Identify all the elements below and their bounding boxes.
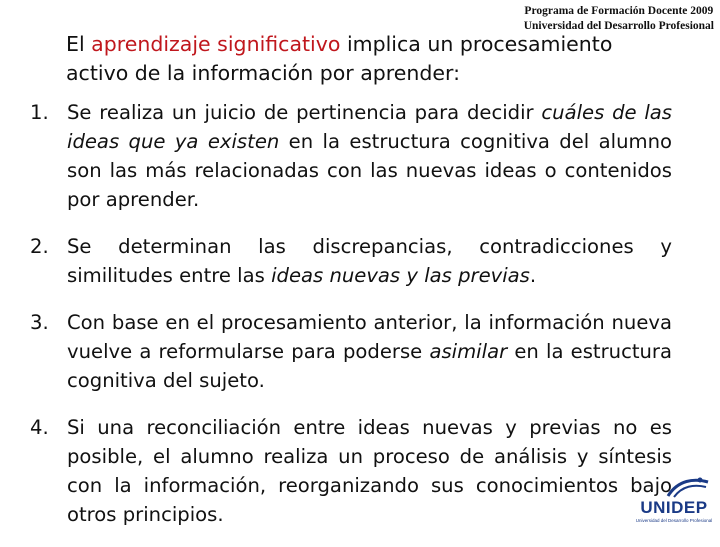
logo-wordmark: UNIDEP: [640, 498, 708, 517]
item-text-end: .: [529, 264, 537, 287]
item-text-end: en la estructura cognitiva del alumno son las más relacionadas con las nuevas ideas o contenidos por aprender.: [67, 130, 672, 211]
item-text-end: en la estructura cognitiva del sujeto.: [67, 340, 672, 392]
list-item-4: [30, 413, 672, 529]
item-number: 3.: [30, 311, 49, 334]
process-steps-list: [30, 98, 672, 547]
intro-post: implica un procesamiento activo de la información por aprender:: [66, 32, 613, 85]
item-emphasis: cuáles de las ideas que ya existen: [67, 101, 673, 153]
list-item-2: [30, 232, 672, 290]
item-number: 1.: [30, 101, 49, 124]
item-emphasis: asimilar: [429, 340, 508, 363]
intro-highlight: aprendizaje significativo: [91, 32, 341, 56]
item-emphasis: ideas nuevas y las previas: [271, 264, 530, 287]
item-text: Si una reconciliación entre ideas nuevas y previas no es posible, el alumno realiza un proceso de análisis y síntesis con la información, reorganizando sus conocimientos bajo otros principios.: [67, 416, 672, 526]
list-item-1: [30, 98, 672, 214]
item-text: Se determinan las discrepancias, contradicciones y similitudes entre las: [67, 235, 672, 287]
unidep-logo: [634, 476, 714, 532]
unidep-logo-icon: [664, 476, 710, 498]
list-item-3: [30, 308, 672, 395]
item-number: 4.: [30, 416, 49, 439]
logo-subtitle: Universidad del Desarrollo Profesional: [635, 518, 713, 523]
intro-pre: El: [66, 32, 92, 56]
intro-paragraph: [66, 30, 676, 88]
university-name: Universidad del Desarrollo Profesional: [523, 20, 714, 32]
item-text: Se realiza un juicio de pertinencia para decidir: [67, 101, 542, 124]
program-title: Programa de Formación Docente 2009: [524, 5, 714, 17]
item-text: Con base en el procesamiento anterior, la información nueva vuelve a reformularse para poderse: [67, 311, 672, 363]
item-number: 2.: [30, 235, 49, 258]
